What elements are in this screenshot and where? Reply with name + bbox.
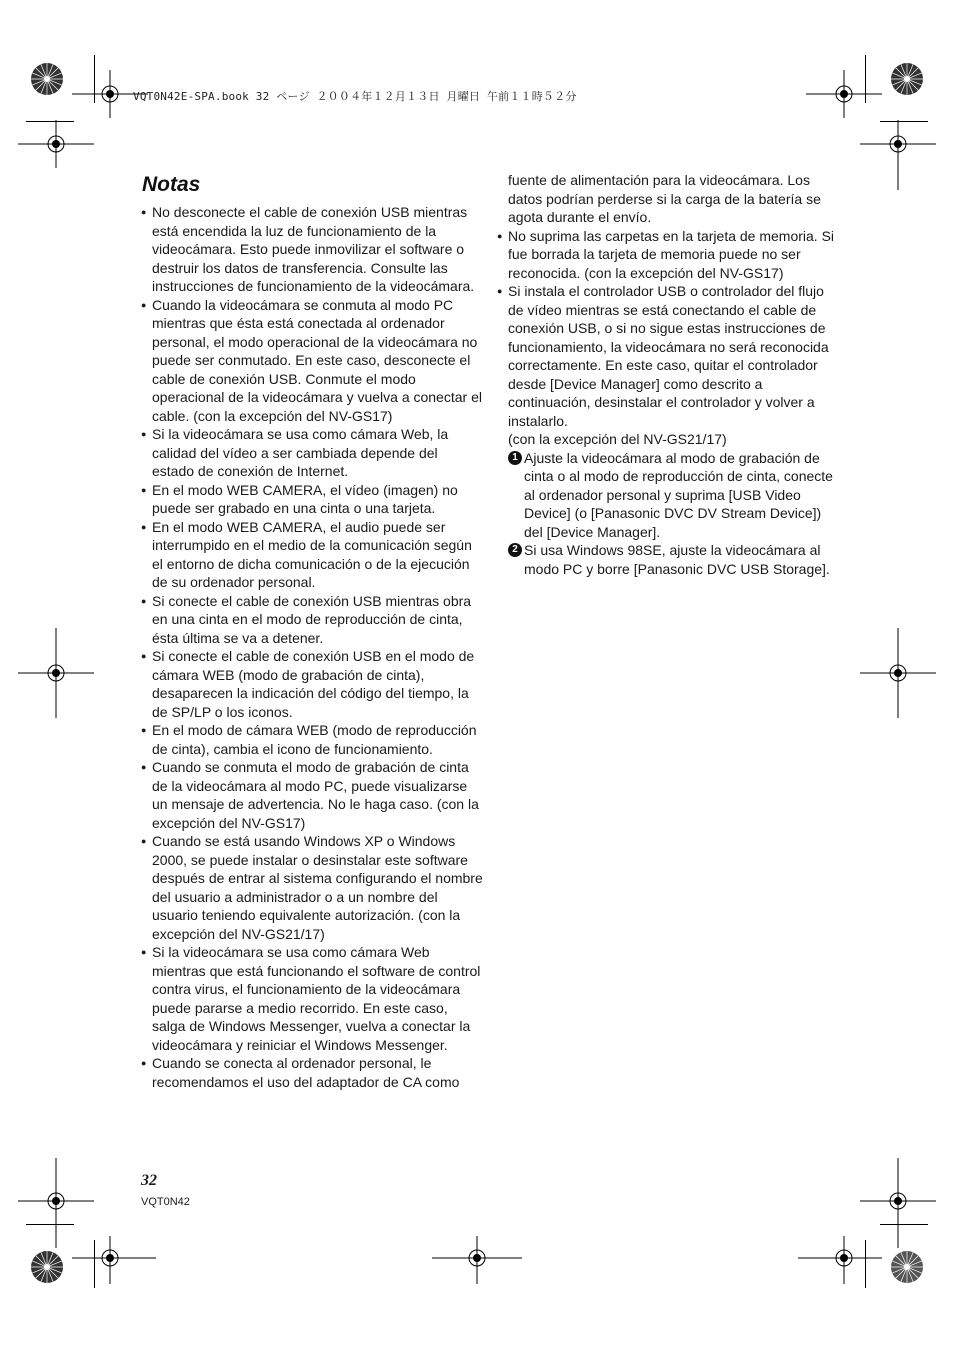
right-column bbox=[497, 171, 839, 578]
list-item: ● Si la videocámara se usa como cámara Web mientras que está funcionando el software de control contra virus, el funcionamiento de la videocámara puede pararse a medio recorrido. En este caso, salga de Windows Messenger, vuelva a conectar la videocámara y reiniciar el Windows Messenger. bbox=[141, 943, 483, 1054]
notes-list bbox=[497, 227, 839, 431]
page-number: 32 bbox=[141, 1172, 157, 1189]
step-text: Ajuste la videocámara al modo de grabación de cinta o al modo de reproducción de cinta, conecte al ordenador personal y suprima [USB Video Device] (o [Panasonic DVC DV Stream Device]) del [Device Manager]. bbox=[524, 449, 833, 540]
registration-wheel-icon bbox=[890, 1250, 924, 1284]
registration-wheel-icon bbox=[890, 62, 924, 96]
crosshair-target-icon bbox=[798, 1236, 882, 1284]
left-column bbox=[141, 203, 483, 1091]
list-item: ● Cuando se está usando Windows XP o Windows 2000, se puede instalar o desinstalar este software después de entrar al sistema configurando el nombre del usuario a administrador o a un nombre del usuario teniendo equivalente autorización. (con la excepción del NV-GS21/17) bbox=[141, 832, 483, 943]
crosshair-target-icon bbox=[860, 1158, 936, 1248]
list-item: ● Cuando se conmuta el modo de grabación de cinta de la videocámara al modo PC, puede visualizarse un mensaje de advertencia. No le haga caso. (con la excepción del NV-GS17) bbox=[141, 758, 483, 832]
crosshair-target-icon bbox=[432, 1236, 522, 1284]
step-text: Si usa Windows 98SE, ajuste la videocámara al modo PC y borre [Panasonic DVC USB Storage]. bbox=[524, 542, 830, 577]
notes-list bbox=[141, 203, 483, 1091]
list-item: ● En el modo WEB CAMERA, el vídeo (imagen) no puede ser grabado en una cinta o una tarjeta. bbox=[141, 481, 483, 518]
step-item bbox=[497, 449, 839, 542]
crosshair-target-icon bbox=[18, 628, 94, 718]
list-item: ● Cuando se conecta al ordenador personal, le recomendamos el uso del adaptador de CA como bbox=[141, 1054, 483, 1091]
exception-note: (con la excepción del NV-GS21/17) bbox=[508, 431, 727, 447]
registration-wheel-icon bbox=[30, 1250, 64, 1284]
print-file-header: VQT0N42E-SPA.book 32 ページ ２００４年１２月１３日 月曜日 午前１１時５２分 bbox=[133, 90, 577, 103]
crosshair-target-icon bbox=[18, 120, 94, 168]
steps-list bbox=[497, 449, 839, 579]
list-item: ● En el modo WEB CAMERA, el audio puede ser interrumpido en el medio de la comunicación según el entorno de dicha comunicación o de la ejecución de su ordenador personal. bbox=[141, 518, 483, 592]
step-number-icon: 1 bbox=[508, 451, 522, 465]
list-item: ● No desconecte el cable de conexión USB mientras está encendida la luz de funcionamiento de la videocámara. Esto puede inmovilizar el software o destruir los datos de transferencia. Consulte las instrucciones de funcionamiento de la videocámara. bbox=[141, 203, 483, 296]
crosshair-target-icon bbox=[860, 628, 936, 718]
list-item: ● Si la videocámara se usa como cámara Web, la calidad del vídeo a ser cambiada depende del estado de conexión de Internet. bbox=[141, 425, 483, 481]
list-item: ● Si conecte el cable de conexión USB en el modo de cámara WEB (modo de grabación de cinta), desaparecen la indicación del código del tiempo, la de SP/LP o los iconos. bbox=[141, 647, 483, 721]
list-item: ● Si instala el controlador USB o controlador del flujo de vídeo mientras se está conectando el cable de conexión USB, o si no sigue estas instrucciones de funcionamiento, la videocámara no será reconocida correctamente. En este caso, quitar el controlador desde [Device Manager] como descrito a continuación, desinstalar el controlador y volver a instalarlo. bbox=[497, 282, 839, 430]
crosshair-target-icon bbox=[72, 1236, 156, 1284]
note-continuation: fuente de alimentación para la videocámara. Los datos podrían perderse si la carga de la batería se agota durante el envío. bbox=[508, 172, 821, 225]
crosshair-target-icon bbox=[806, 70, 882, 118]
crosshair-target-icon bbox=[18, 1158, 94, 1248]
list-item: ● Si conecte el cable de conexión USB mientras obra en una cinta en el modo de reproducción de cinta, ésta última se va a detener. bbox=[141, 592, 483, 648]
list-item: ● En el modo de cámara WEB (modo de reproducción de cinta), cambia el icono de funcionamiento. bbox=[141, 721, 483, 758]
crosshair-target-icon bbox=[860, 120, 936, 190]
registration-wheel-icon bbox=[30, 62, 64, 96]
list-item: ● Cuando la videocámara se conmuta al modo PC mientras que ésta está conectada al ordenador personal, el modo operacional de la videocámara no puede ser conmutado. En este caso, desconecte el cable de conexión USB. Conmute el modo operacional de la videocámara y vuelva a conectar el cable. (con la excepción del NV-GS17) bbox=[141, 296, 483, 426]
document-code: VQT0N42 bbox=[141, 1196, 190, 1208]
step-number-icon: 2 bbox=[508, 543, 522, 557]
step-item bbox=[497, 541, 839, 578]
page-title: Notas bbox=[142, 173, 201, 196]
list-item: ● No suprima las carpetas en la tarjeta de memoria. Si fue borrada la tarjeta de memoria puede no ser reconocida. (con la excepción del NV-GS17) bbox=[497, 227, 839, 283]
